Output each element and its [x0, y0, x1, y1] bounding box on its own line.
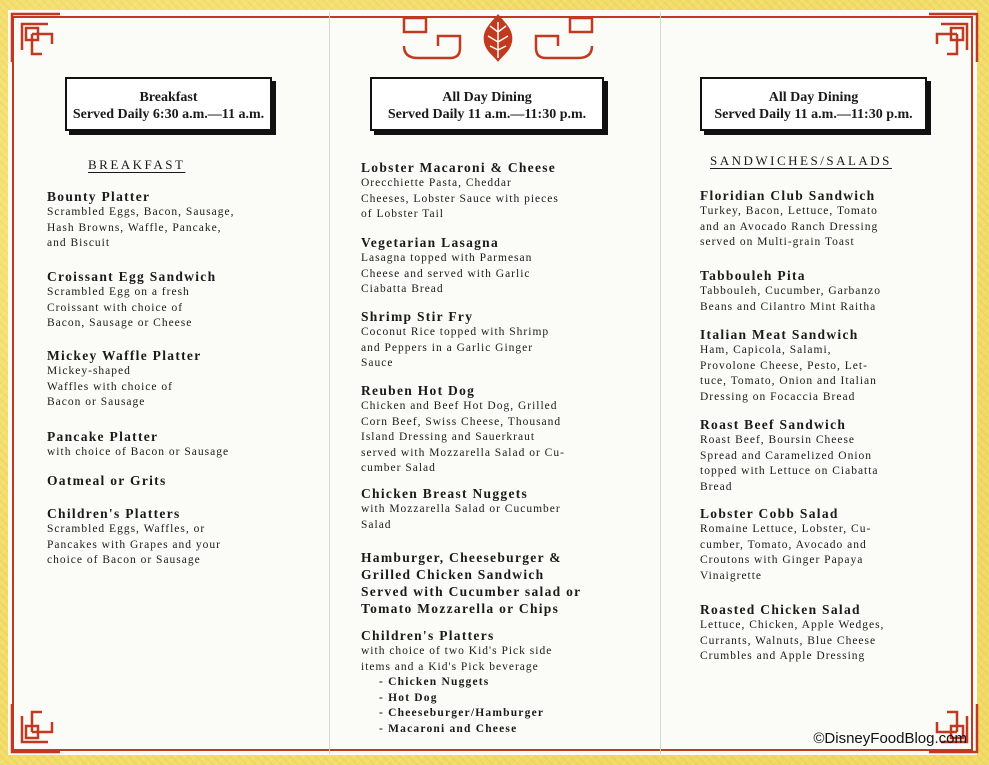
menu-item: [361, 382, 565, 477]
item-name: Children's Platters: [361, 628, 495, 643]
item-name: Tabbouleh Pita: [700, 268, 806, 283]
item-name: Children's Platters: [47, 506, 181, 521]
item-desc: with Mozzarella Salad or Cucumber Salad: [361, 503, 561, 531]
all-day-dining-header-box: [370, 77, 604, 131]
corner-scroll-ornament-icon: [925, 10, 981, 66]
header-line2: Served Daily 11 a.m.—11:30 p.m.: [714, 107, 913, 122]
menu-item: [361, 234, 532, 298]
all-day-dining-header-box-right: [700, 77, 927, 131]
menu-item: [700, 505, 871, 584]
menu-item: [47, 472, 167, 489]
corner-scroll-ornament-icon: [8, 700, 64, 756]
item-desc: Tabbouleh, Cucumber, Garbanzo Beans and Cilantro Mint Raitha: [700, 285, 882, 313]
item-desc: Romaine Lettuce, Lobster, Cu- cumber, Tomato, Avocado and Croutons with Ginger Papaya Vinaigrette: [700, 523, 872, 582]
item-desc: Scrambled Eggs, Waffles, or Pancakes with Grapes and your choice of Bacon or Sausage: [47, 523, 221, 566]
item-desc: Mickey-shaped Waffles with choice of Bacon or Sausage: [47, 365, 173, 408]
item-name: Lobster Macaroni & Cheese: [361, 160, 557, 175]
item-desc: Chicken and Beef Hot Dog, Grilled Corn Beef, Swiss Cheese, Thousand Island Dressing and Sauerkraut served with Mozzarella Salad or Cu- cumber Salad: [361, 400, 565, 474]
kids-pick-list: [361, 675, 552, 737]
corner-scroll-ornament-icon: [8, 10, 64, 66]
header-line1: All Day Dining: [442, 90, 532, 105]
menu-item: [361, 485, 561, 533]
item-name: Shrimp Stir Fry: [361, 309, 474, 324]
menu-item: [361, 627, 552, 737]
item-desc: Coconut Rice topped with Shrimp and Peppers in a Garlic Ginger Sauce: [361, 326, 550, 369]
list-item: - Chicken Nuggets: [379, 676, 490, 688]
menu-item: [700, 267, 881, 315]
item-name: Hamburger, Cheeseburger & Grilled Chicken Sandwich Served with Cucumber salad or Tomato Mozzarella or Chips: [361, 550, 582, 616]
item-name: Chicken Breast Nuggets: [361, 486, 529, 501]
list-item: - Cheeseburger/Hamburger: [379, 707, 545, 719]
header-line1: All Day Dining: [768, 90, 859, 105]
menu-item: [361, 308, 549, 372]
item-desc: Scrambled Eggs, Bacon, Sausage, Hash Browns, Waffle, Pancake, and Biscuit: [47, 206, 235, 249]
header-line1: Breakfast: [139, 90, 198, 105]
item-name: Vegetarian Lasagna: [361, 235, 500, 250]
section-title-sandwiches: SANDWICHES/SALADS: [710, 153, 892, 168]
item-name: Roasted Chicken Salad: [700, 602, 861, 617]
menu-item: [700, 601, 884, 665]
item-name: Croissant Egg Sandwich: [47, 269, 217, 284]
breakfast-header-box: [65, 77, 272, 131]
item-name: Oatmeal or Grits: [47, 473, 167, 488]
item-name: Bounty Platter: [47, 189, 151, 204]
menu-item: [47, 428, 229, 461]
corner-scroll-ornament-icon: [925, 700, 981, 756]
item-desc: Lettuce, Chicken, Apple Wedges, Currants, Walnuts, Blue Cheese Crumbles and Apple Dressing: [700, 619, 885, 662]
item-desc: with choice of Bacon or Sausage: [47, 446, 230, 458]
item-name: Floridian Club Sandwich: [700, 188, 876, 203]
item-name: Italian Meat Sandwich: [700, 327, 859, 342]
list-item: - Macaroni and Cheese: [379, 722, 518, 735]
menu-item: [361, 549, 581, 617]
item-name: Pancake Platter: [47, 429, 159, 444]
menu-item: [47, 268, 216, 332]
fold-line-left: [329, 12, 330, 754]
list-item: - Hot Dog: [379, 691, 438, 704]
menu-item: [700, 416, 879, 495]
item-desc: Lasagna topped with Parmesan Cheese and served with Garlic Ciabatta Bread: [361, 252, 533, 295]
item-name: Roast Beef Sandwich: [700, 417, 847, 432]
item-desc: Ham, Capicola, Salami, Provolone Cheese, Pesto, Let- tuce, Tomato, Onion and Italian Dressing on Focaccia Bread: [700, 344, 877, 403]
header-line2: Served Daily 11 a.m.—11:30 p.m.: [387, 107, 587, 122]
item-name: Mickey Waffle Platter: [47, 348, 202, 363]
item-desc: Orecchiette Pasta, Cheddar Cheeses, Lobster Sauce with pieces of Lobster Tail: [361, 177, 559, 220]
item-desc: with choice of two Kid's Pick side items and a Kid's Pick beverage: [361, 645, 553, 673]
menu-item: [47, 347, 202, 411]
item-desc: Turkey, Bacon, Lettuce, Tomato and an Avocado Ranch Dressing served on Multi-grain Toast: [700, 205, 879, 248]
section-title-breakfast: BREAKFAST: [88, 157, 186, 172]
leaf-crest-ornament-icon: [398, 12, 598, 64]
menu-item: [47, 188, 235, 252]
header-line2: Served Daily 6:30 a.m.—11 a.m.: [72, 107, 265, 122]
fold-line-right: [660, 12, 661, 754]
menu-item: [700, 187, 878, 251]
menu-item: [361, 159, 559, 223]
menu-item: [700, 326, 877, 405]
menu-item: [47, 505, 221, 569]
item-desc: Roast Beef, Boursin Cheese Spread and Caramelized Onion topped with Lettuce on Ciabatta Bread: [700, 434, 879, 493]
item-name: Reuben Hot Dog: [361, 383, 476, 398]
watermark-text: ©DisneyFoodBlog.com: [813, 730, 967, 747]
item-desc: Scrambled Egg on a fresh Croissant with choice of Bacon, Sausage or Cheese: [47, 286, 193, 329]
item-name: Lobster Cobb Salad: [700, 506, 839, 521]
